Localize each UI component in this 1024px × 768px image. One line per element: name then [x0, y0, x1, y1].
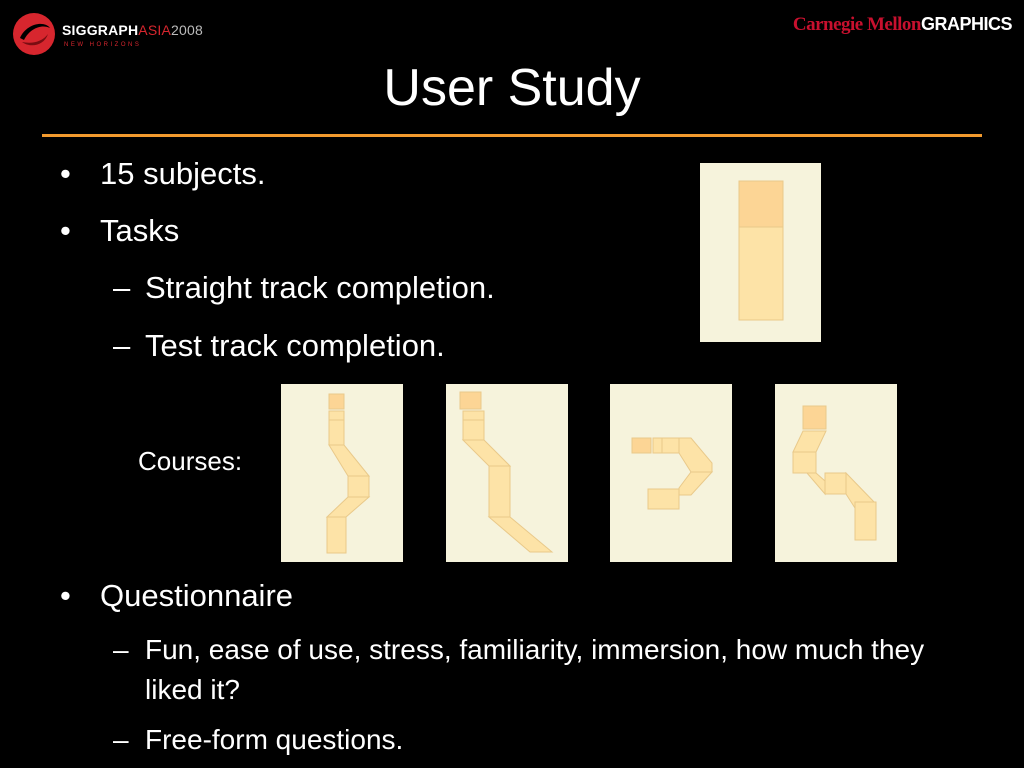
straight-track-image: [700, 163, 821, 342]
slide-title: User Study: [383, 59, 641, 117]
bullet-tasks: • Tasks: [60, 213, 180, 248]
institution-name: Carnegie Mellon: [792, 14, 921, 35]
sub-bullet-question-topics: – Fun, ease of use, stress, familiarity, immersion, how much they liked it?: [113, 634, 925, 705]
course-image-4: [775, 384, 897, 562]
course-track-3: [610, 384, 732, 562]
course-track-1: [281, 384, 403, 562]
conference-name: SIGGRAPHASIA2008: [62, 22, 203, 38]
sub-bullet-task-test: – Test track completion.: [113, 328, 445, 363]
conference-tagline: NEW HORIZONS: [64, 42, 142, 48]
siggraph-asia-logo: [12, 12, 212, 58]
straight-track-diagram: [700, 163, 821, 342]
course-image-3: [610, 384, 732, 562]
sub-bullet-question-freeform: – Free-form questions.: [113, 724, 404, 755]
bullet-questionnaire: • Questionnaire: [60, 578, 294, 613]
institution-suffix: GRAPHICS: [920, 14, 1012, 34]
siggraph-swirl-icon: [12, 12, 56, 56]
title-divider: [42, 134, 982, 137]
bullet-subjects: • 15 subjects.: [60, 156, 266, 191]
course-track-4: [775, 384, 897, 562]
cmu-graphics-logo: [793, 14, 1012, 36]
course-image-2: [446, 384, 568, 562]
course-image-1: [281, 384, 403, 562]
sub-bullet-task-straight: – Straight track completion.: [113, 270, 495, 305]
course-track-2: [446, 384, 568, 562]
courses-label: Courses:: [138, 446, 243, 476]
